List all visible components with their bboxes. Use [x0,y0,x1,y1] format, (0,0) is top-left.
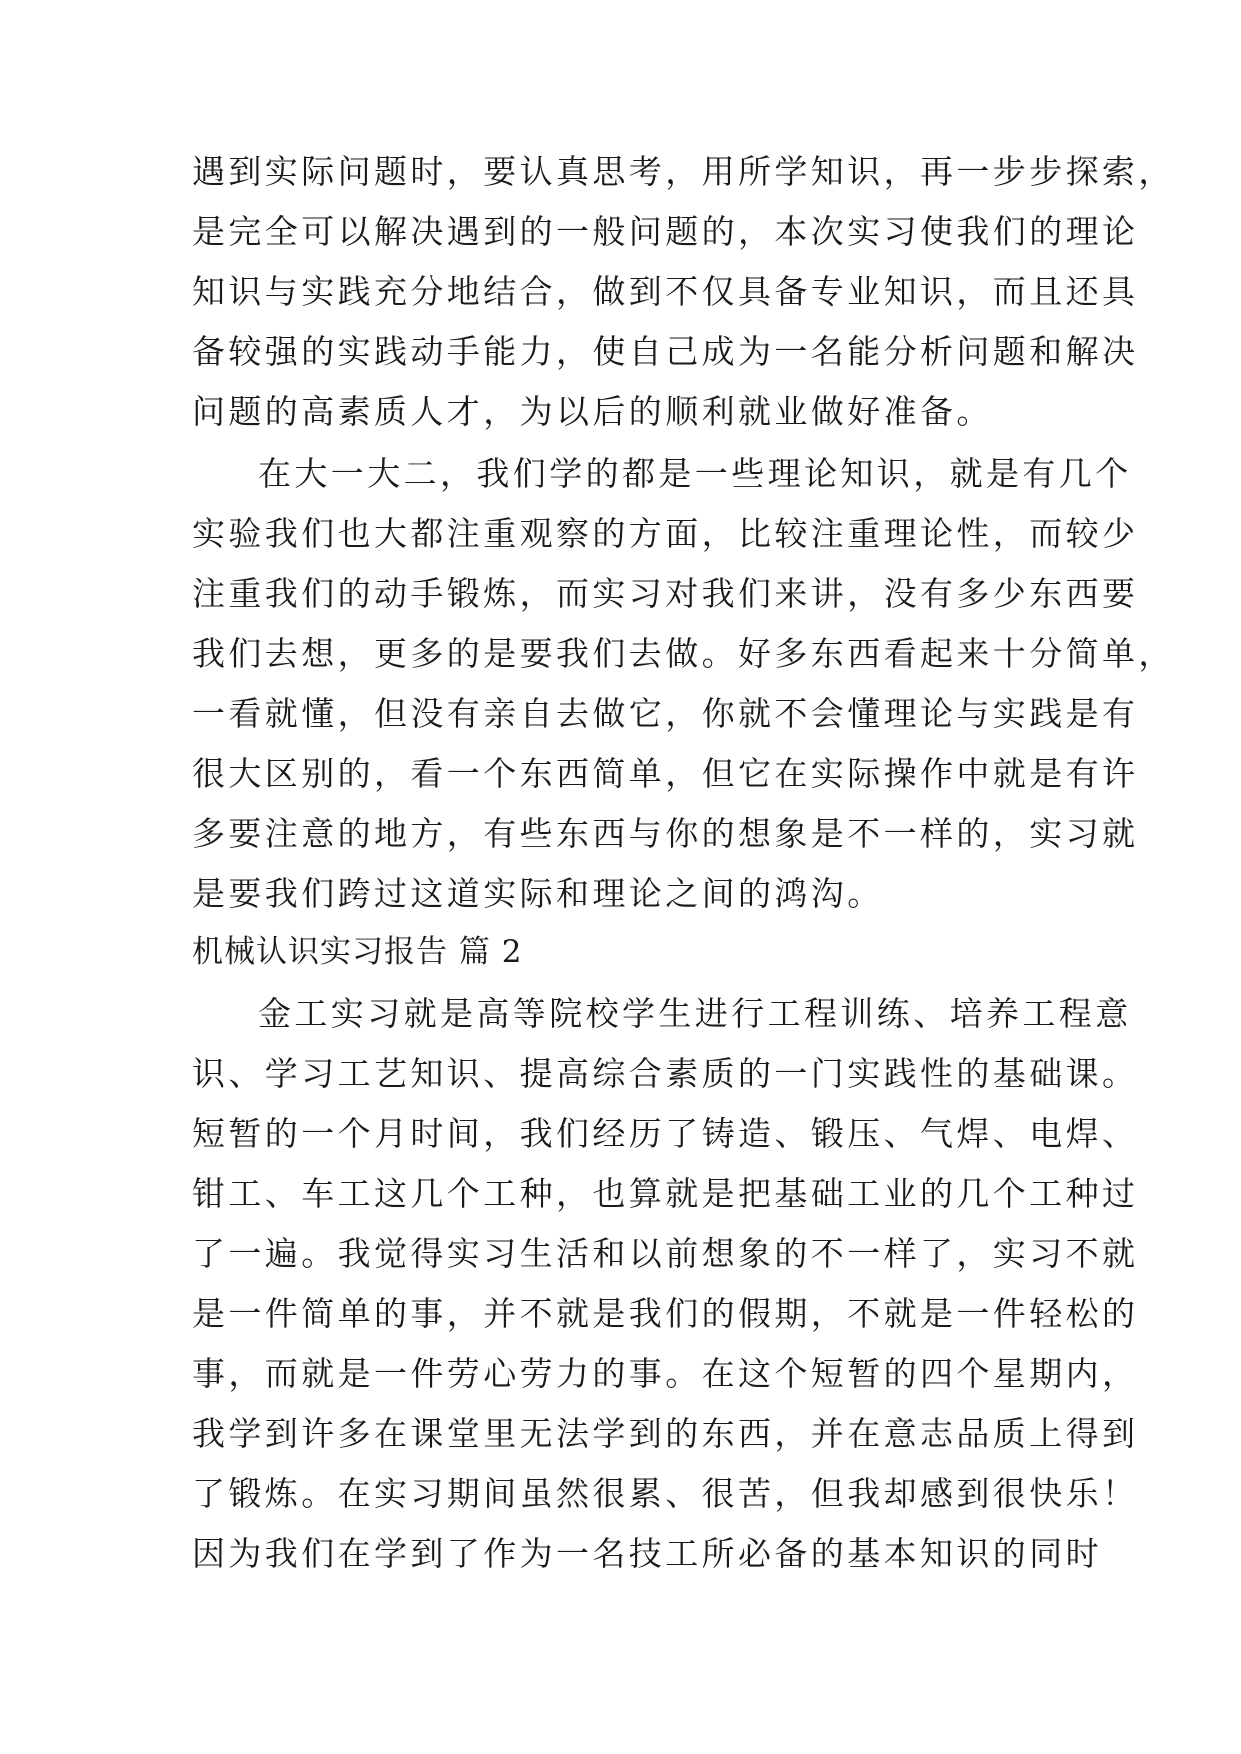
paragraph-3-line-8: 我学到许多在课堂里无法学到的东西，并在意志品质上得到 [192,1414,1139,1453]
paragraph-2-line-8: 是要我们跨过这道实际和理论之间的鸿沟。 [192,874,884,913]
paragraph-2-line-3: 注重我们的动手锻炼，而实习对我们来讲，没有多少东西要 [192,574,1139,613]
paragraph-3-line-3: 短暂的一个月时间，我们经历了铸造、锻压、气焊、电焊、 [192,1114,1139,1153]
paragraph-2-line-6: 很大区别的，看一个东西简单，但它在实际操作中就是有许 [192,754,1139,793]
paragraph-2-line-2: 实验我们也大都注重观察的方面，比较注重理论性，而较少 [192,514,1139,553]
paragraph-1-line-2: 是完全可以解决遇到的一般问题的，本次实习使我们的理论 [192,212,1139,251]
paragraph-1-line-5: 问题的高素质人才，为以后的顺利就业做好准备。 [192,392,993,431]
paragraph-2-line-4: 我们去想，更多的是要我们去做。好多东西看起来十分简单， [192,634,1175,673]
paragraph-2-line-1: 在大一大二，我们学的都是一些理论知识，就是有几个 [258,454,1132,493]
paragraph-3-line-6: 是一件简单的事，并不就是我们的假期，不就是一件轻松的 [192,1294,1139,1333]
paragraph-1-line-1: 遇到实际问题时，要认真思考，用所学知识，再一步步探索， [192,152,1175,191]
paragraph-3-line-1: 金工实习就是高等院校学生进行工程训练、培养工程意 [258,994,1132,1033]
paragraph-3-line-9: 了锻炼。在实习期间虽然很累、很苦，但我却感到很快乐！ [192,1474,1139,1513]
paragraph-3-line-7: 事，而就是一件劳心劳力的事。在这个短暂的四个星期内， [192,1354,1139,1393]
paragraph-1-line-4: 备较强的实践动手能力，使自己成为一名能分析问题和解决 [192,332,1139,371]
paragraph-2-line-7: 多要注意的地方，有些东西与你的想象是不一样的，实习就 [192,814,1139,853]
paragraph-3-line-10: 因为我们在学到了作为一名技工所必备的基本知识的同时 [192,1534,1102,1573]
paragraph-2-line-5: 一看就懂，但没有亲自去做它，你就不会懂理论与实践是有 [192,694,1139,733]
paragraph-3-line-4: 钳工、车工这几个工种，也算就是把基础工业的几个工种过 [192,1174,1139,1213]
paragraph-3-line-5: 了一遍。我觉得实习生活和以前想象的不一样了，实习不就 [192,1234,1139,1273]
paragraph-1-line-3: 知识与实践充分地结合，做到不仅具备专业知识，而且还具 [192,272,1139,311]
paragraph-3-line-2: 识、学习工艺知识、提高综合素质的一门实践性的基础课。 [192,1054,1139,1093]
section-heading: 机械认识实习报告 篇 2 [192,934,523,970]
